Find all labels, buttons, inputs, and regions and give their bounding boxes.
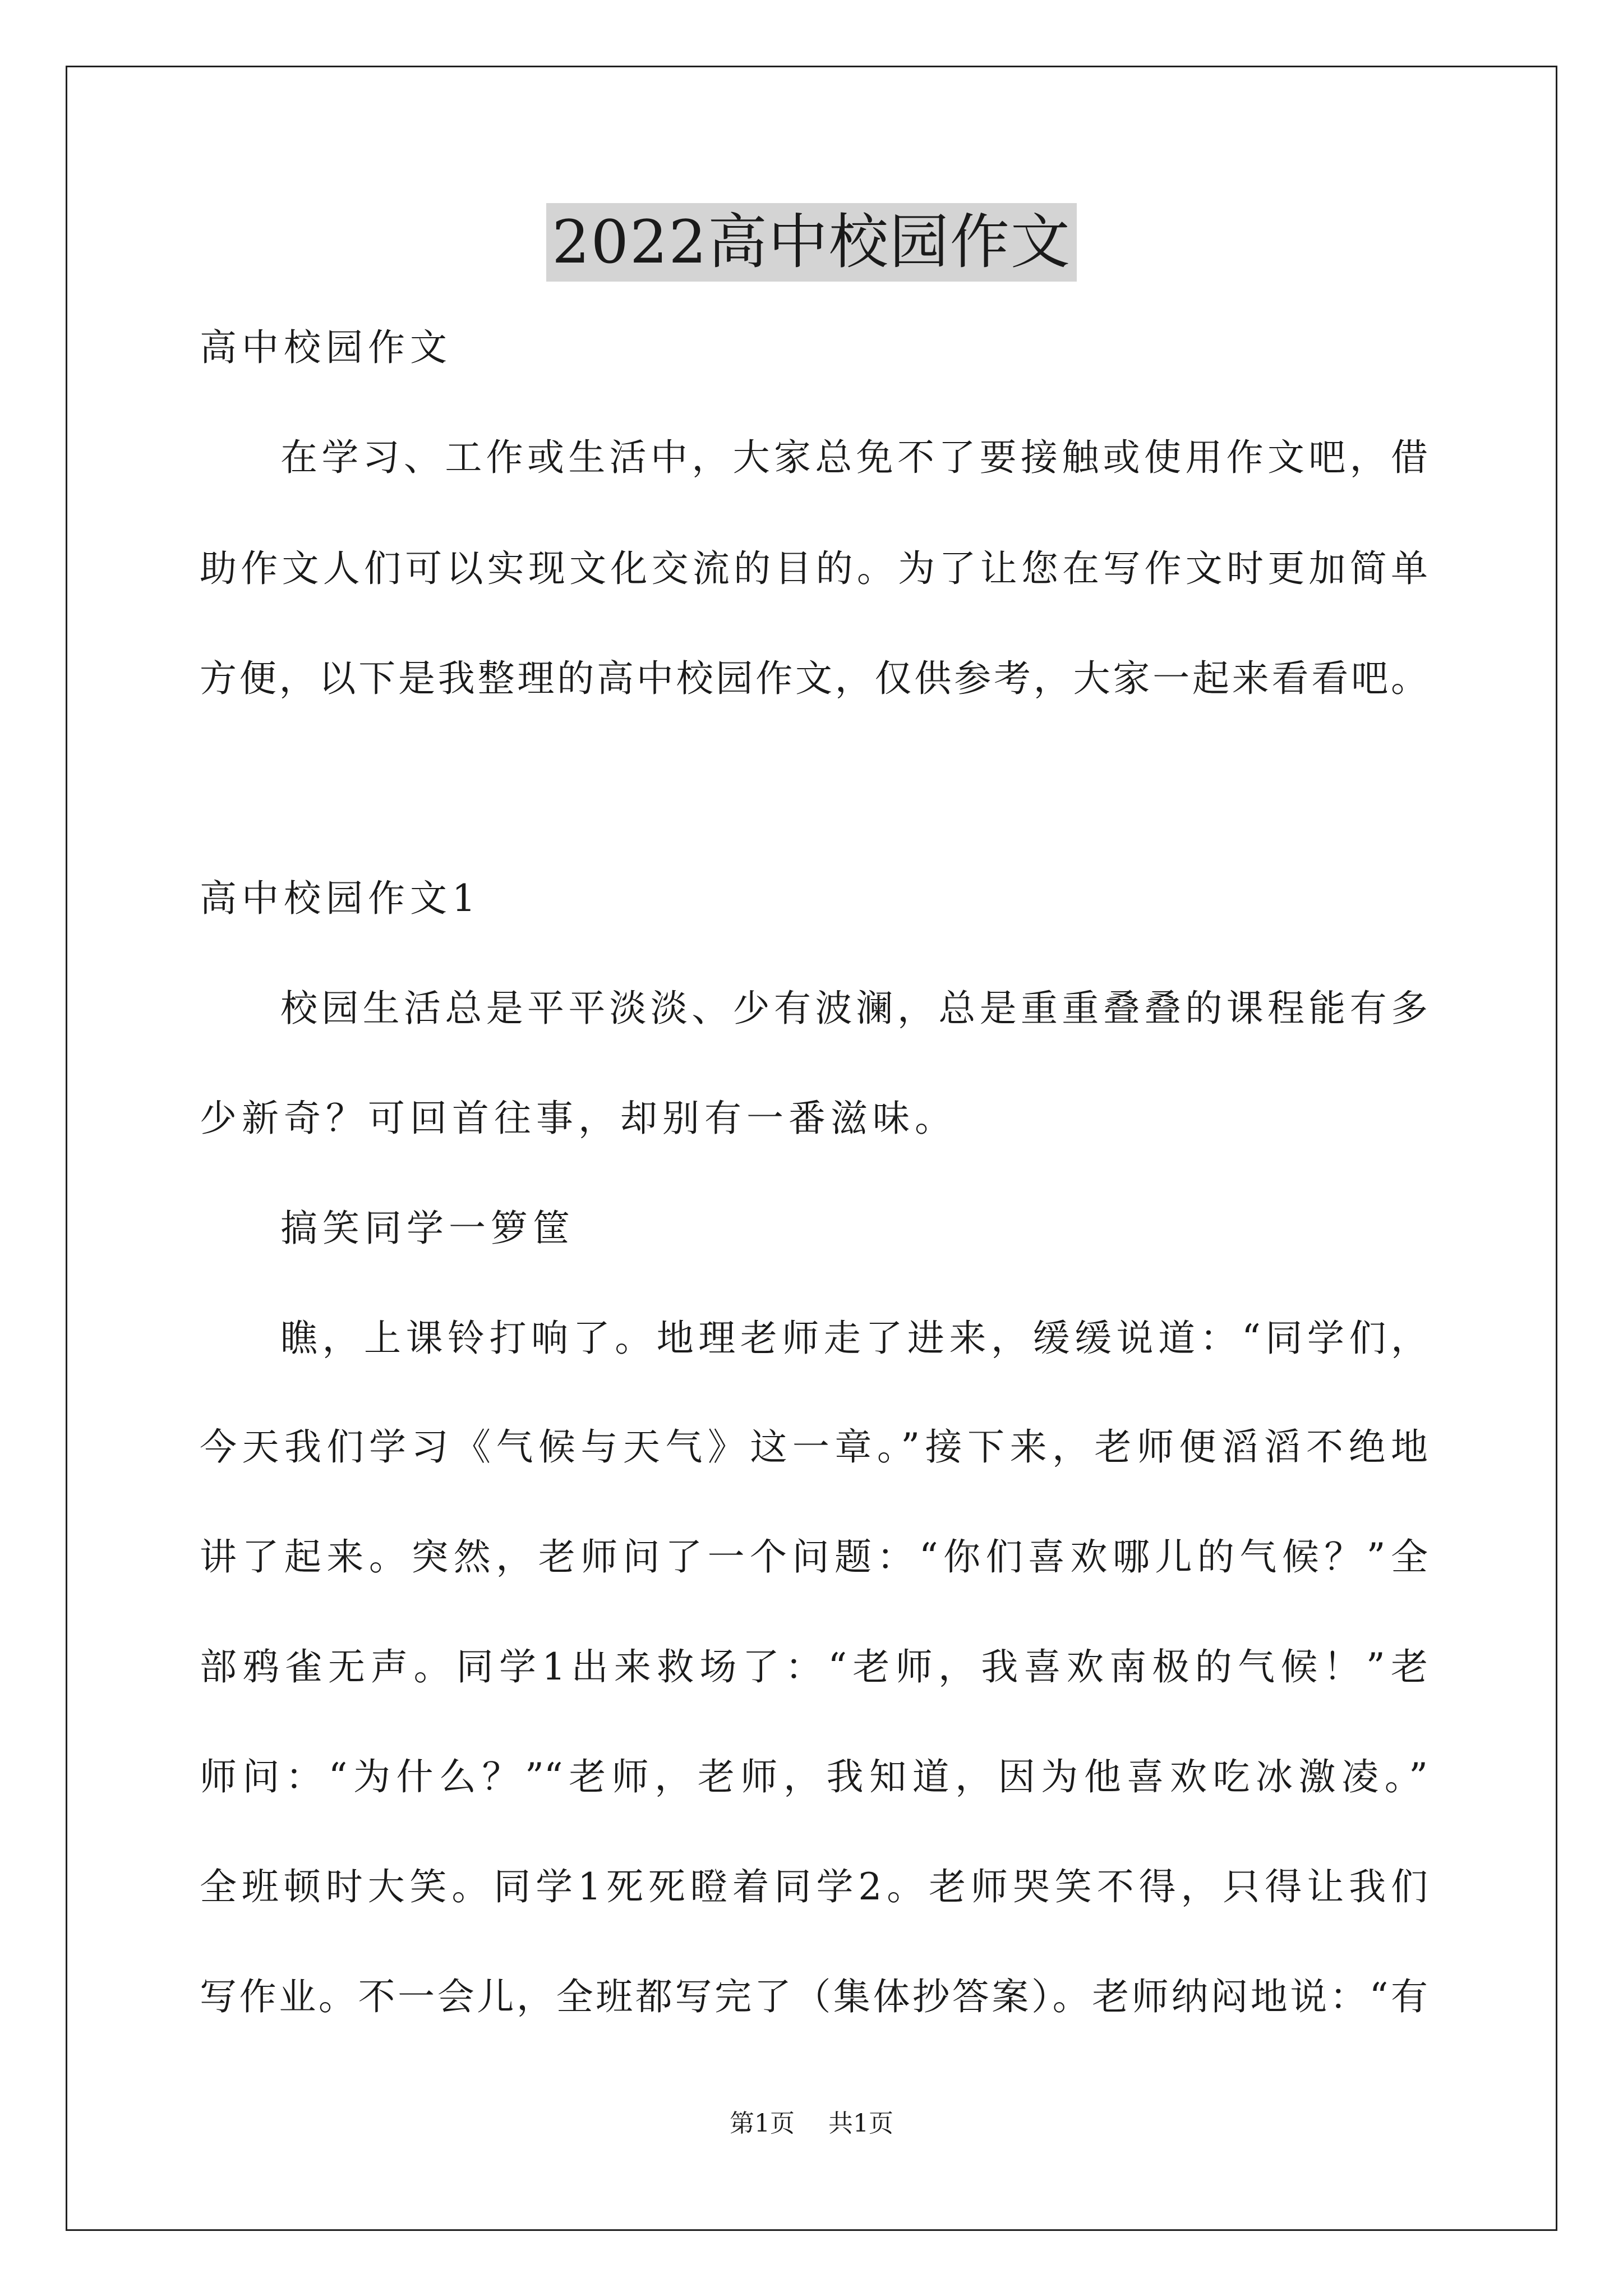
page-number: 第1页 bbox=[730, 2109, 795, 2138]
paragraph-line: 校园生活总是平平淡淡、少有波澜，总是重重叠叠的课程能有多 bbox=[280, 987, 1428, 1030]
paragraph-line: 助作文人们可以实现文化交流的目的。为了让您在写作文时更加简单 bbox=[200, 547, 1428, 590]
paragraph-line: 全班顿时大笑。同学1死死瞪着同学2。老师哭笑不得，只得让我们 bbox=[200, 1865, 1428, 1908]
title-container bbox=[0, 203, 1623, 282]
paragraph-line: 方便，以下是我整理的高中校园作文，仅供参考，大家一起来看看吧。 bbox=[200, 657, 1428, 700]
subheading: 搞笑同学一箩筐 bbox=[280, 1207, 575, 1250]
paragraph-line: 今天我们学习《气候与天气》这一章。”接下来，老师便滔滔不绝地 bbox=[200, 1425, 1428, 1469]
paragraph-line: 讲了起来。突然，老师问了一个问题：“你们喜欢哪儿的气候？”全 bbox=[200, 1535, 1428, 1579]
paragraph-line: 少新奇？可回首往事，却别有一番滋味。 bbox=[200, 1097, 957, 1140]
paragraph-line: 瞧，上课铃打响了。地理老师走了进来，缓缓说道：“同学们， bbox=[280, 1317, 1428, 1360]
paragraph-line: 师问：“为什么？”“老师，老师，我知道，因为他喜欢吃冰激凌。” bbox=[200, 1755, 1428, 1798]
section-heading-essay-1: 高中校园作文1 bbox=[200, 877, 481, 920]
section-heading-intro: 高中校园作文 bbox=[200, 326, 452, 369]
document-title: 2022高中校园作文 bbox=[546, 203, 1077, 282]
paragraph-line: 写作业。不一会儿，全班都写完了（集体抄答案）。老师纳闷地说：“有 bbox=[200, 1975, 1428, 2018]
paragraph-line: 部鸦雀无声。同学1出来救场了：“老师，我喜欢南极的气候！”老 bbox=[200, 1645, 1428, 1688]
page-total: 共1页 bbox=[828, 2109, 893, 2138]
page-footer bbox=[0, 2107, 1623, 2141]
paragraph-line: 在学习、工作或生活中，大家总免不了要接触或使用作文吧，借 bbox=[280, 436, 1428, 479]
